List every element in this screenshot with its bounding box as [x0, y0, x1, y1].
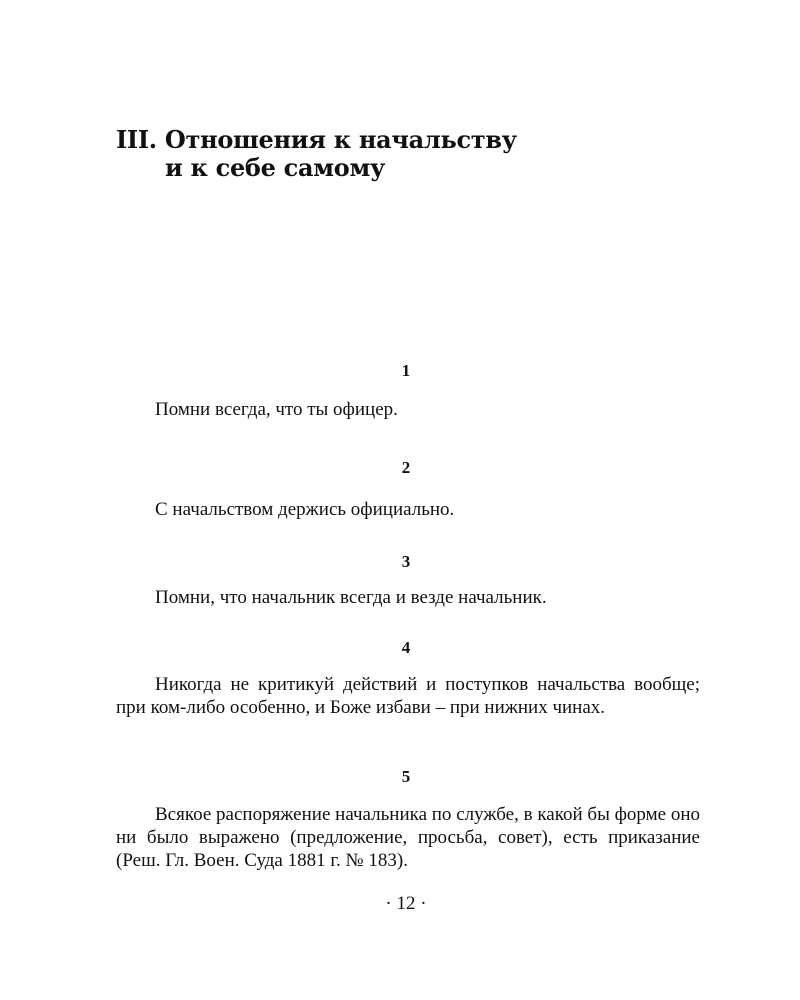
rule-number: 2 — [401, 458, 411, 477]
rule-text: С начальством держись официально. — [155, 499, 455, 520]
rule-number: 5 — [401, 767, 411, 786]
rule-text: Помни всегда, что ты офицер. — [155, 399, 398, 420]
chapter-title — [116, 126, 517, 182]
rule-text: Всякое распоряжение начальника по службе, в какой бы форме оно ни было выражено (предложение, просьба, совет), есть приказание (Реш. Гл. Воен. Суда 1881 г. № 183). — [116, 804, 700, 871]
rule-number: 1 — [401, 361, 411, 380]
rule-text: Помни, что начальник всегда и везде начальник. — [155, 587, 547, 608]
chapter-title-line-1: III. Отношения к начальству — [116, 125, 517, 154]
rule-number: 4 — [401, 638, 411, 657]
rule-text: Никогда не критикуй действий и поступков начальства вообще; при ком-либо особенно, и Боже избави – при нижних чинах. — [116, 674, 700, 718]
rule-number: 3 — [401, 552, 411, 571]
page-number: · 12 · — [385, 893, 427, 914]
chapter-title-line-2: и к себе самому — [165, 153, 386, 182]
